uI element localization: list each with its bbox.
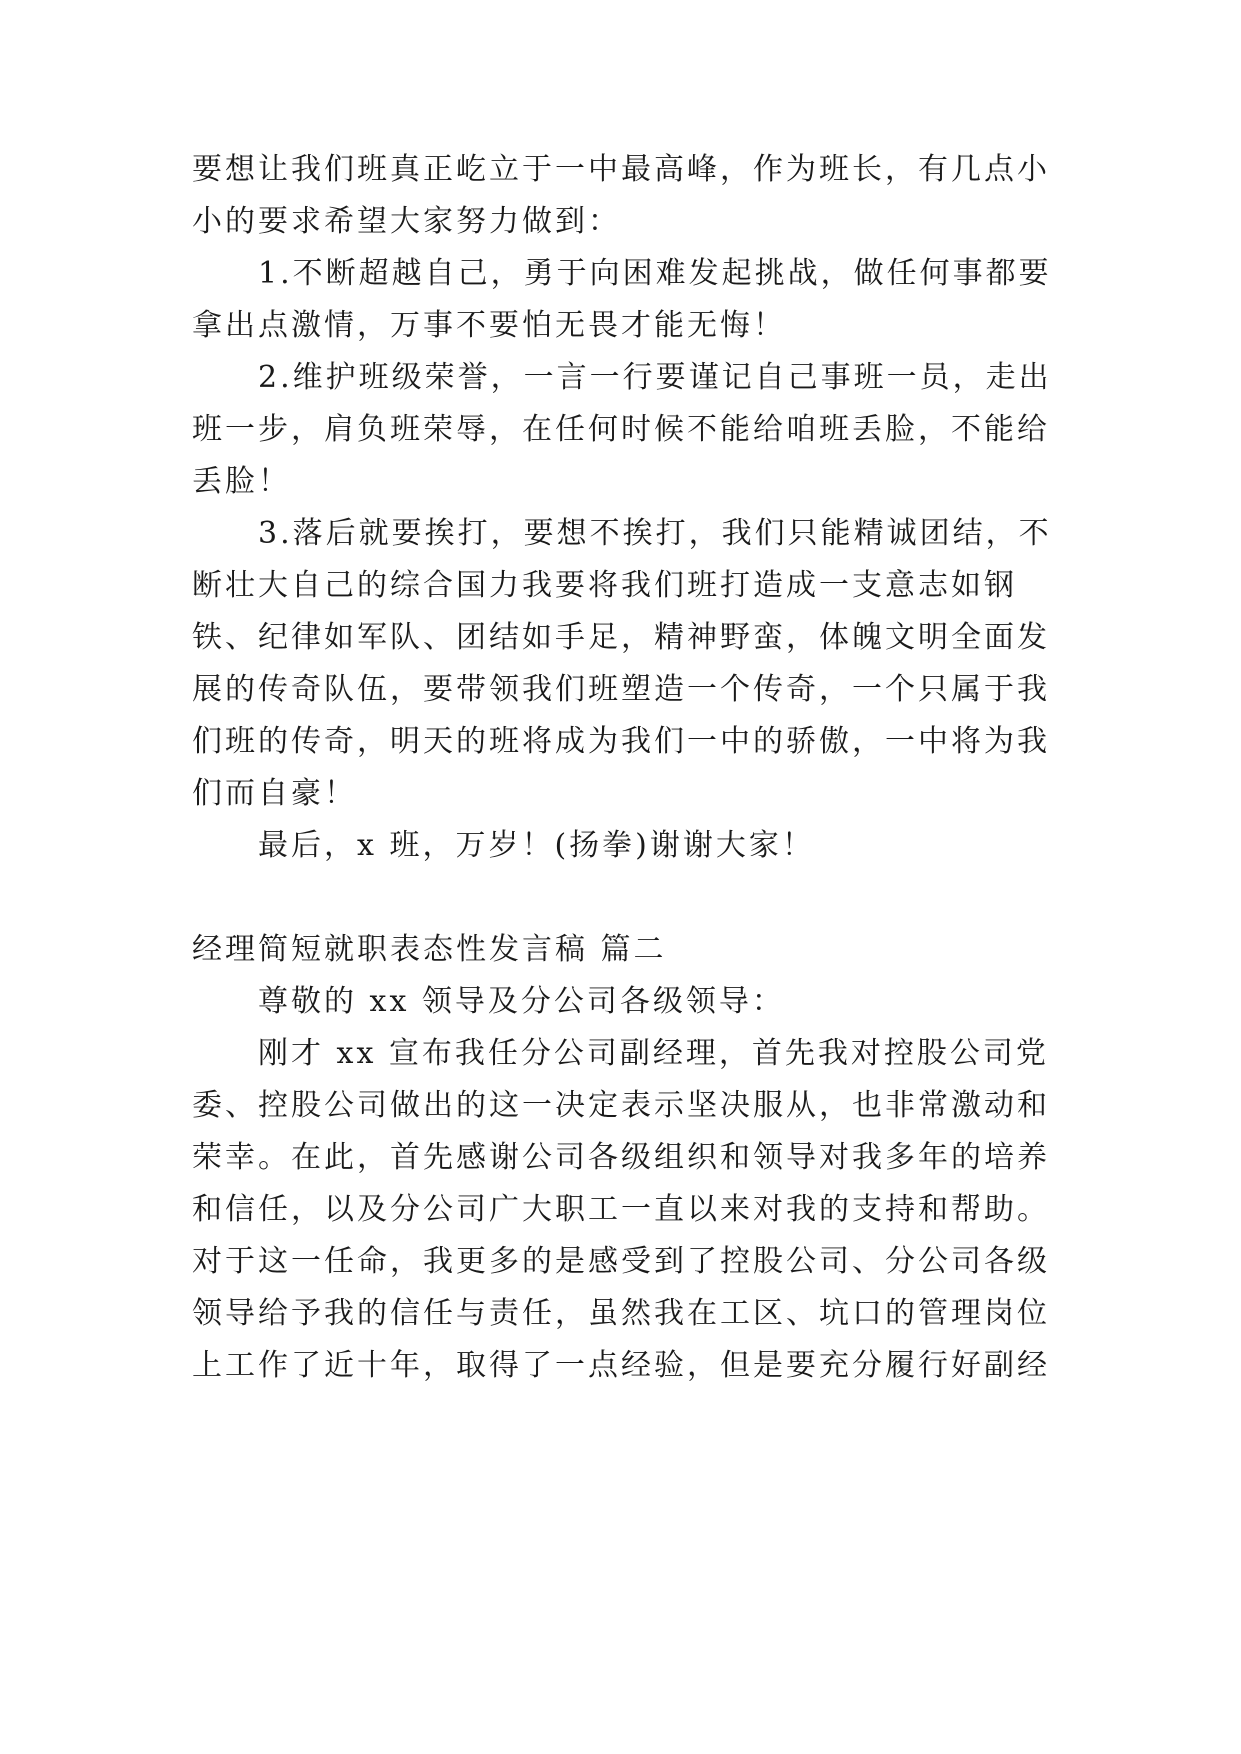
list-item-3-line: 断壮大自己的综合国力我要将我们班打造成一支意志如钢	[192, 568, 1017, 603]
paragraph-line: 要想让我们班真正屹立于一中最高峰，作为班长，有几点小	[192, 152, 1050, 187]
body-line: 和信任，以及分公司广大职工一直以来对我的支持和帮助。	[192, 1192, 1050, 1227]
salutation: 尊敬的 xx 领导及分公司各级领导：	[258, 984, 785, 1019]
list-item-2-line: 班一步，肩负班荣辱，在任何时候不能给咱班丢脸，不能给	[192, 412, 1050, 447]
list-item-3-line: 展的传奇队伍，要带领我们班塑造一个传奇，一个只属于我	[192, 672, 1050, 707]
body-line: 领导给予我的信任与责任，虽然我在工区、坑口的管理岗位	[192, 1296, 1050, 1331]
list-item-3-line: 3.落后就要挨打，要想不挨打，我们只能精诚团结，不	[258, 516, 1052, 551]
list-item-2-line: 丢脸！	[192, 464, 291, 499]
body-line: 刚才 xx 宣布我任分公司副经理，首先我对控股公司党	[258, 1036, 1049, 1071]
section-title: 经理简短就职表态性发言稿 篇二	[192, 932, 667, 967]
body-line: 上工作了近十年，取得了一点经验，但是要充分履行好副经	[192, 1348, 1050, 1383]
paragraph-line: 小的要求希望大家努力做到：	[192, 204, 621, 239]
list-item-3-line: 们班的传奇，明天的班将成为我们一中的骄傲，一中将为我	[192, 724, 1050, 759]
closing-line: 最后，x 班，万岁！(扬拳)谢谢大家！	[258, 828, 815, 863]
list-item-3-line: 们而自豪！	[192, 776, 357, 811]
body-line: 委、控股公司做出的这一决定表示坚决服从，也非常激动和	[192, 1088, 1050, 1123]
list-item-3-line: 铁、纪律如军队、团结如手足，精神野蛮，体魄文明全面发	[192, 620, 1050, 655]
list-item-2-line: 2.维护班级荣誉，一言一行要谨记自己事班一员，走出	[258, 360, 1052, 395]
list-item-1-line: 1.不断超越自己，勇于向困难发起挑战，做任何事都要	[258, 256, 1052, 291]
list-item-1-line: 拿出点激情，万事不要怕无畏才能无悔！	[192, 308, 786, 343]
body-line: 对于这一任命，我更多的是感受到了控股公司、分公司各级	[192, 1244, 1050, 1279]
body-line: 荣幸。在此，首先感谢公司各级组织和领导对我多年的培养	[192, 1140, 1050, 1175]
